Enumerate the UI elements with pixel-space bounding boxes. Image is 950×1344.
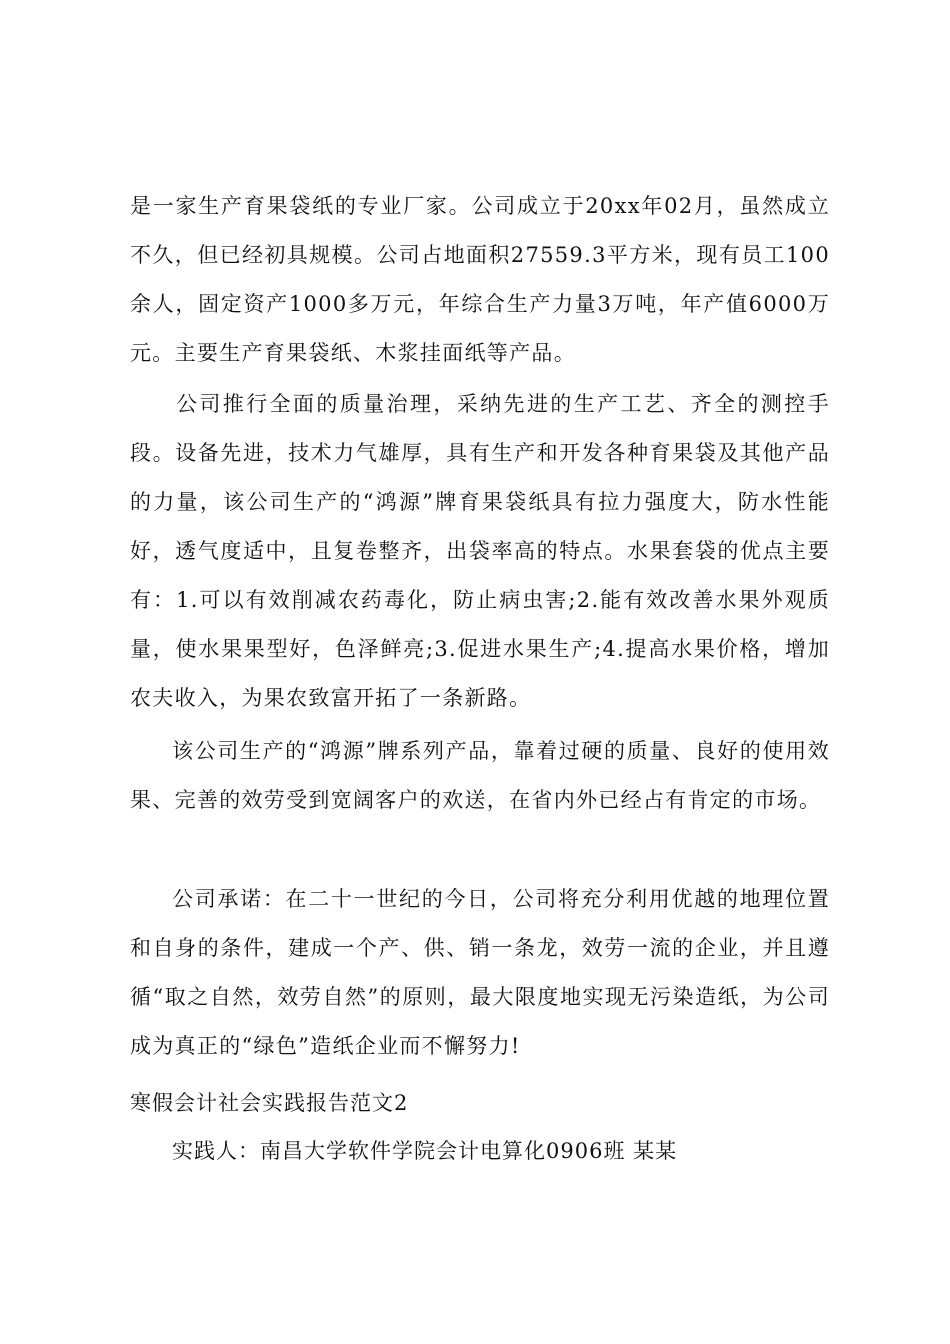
paragraph-company-intro: 是一家生产育果袋纸的专业厂家。公司成立于20xx年02月，虽然成立不久，但已经初具规模。公司占地面积27559.3平方米，现有员工100余人，固定资产1000多万元，年综合生产力量3万吨，年产值6000万元。主要生产育果袋纸、木浆挂面纸等产品。 — [130, 194, 830, 365]
paragraph-company-commitment: 公司承诺：在二十一世纪的今日，公司将充分利用优越的地理位置和自身的条件，建成一个产、供、销一条龙，效劳一流的企业，并且遵循“取之自然，效劳自然”的原则，最大限度地实现无污染造纸，为公司成为真正的“绿色”造纸企业而不懈努力! — [130, 887, 830, 1058]
paragraph-product-reputation: 该公司生产的“鸿源”牌系列产品，靠着过硬的质量、良好的使用效果、完善的效劳受到宽阔客户的欢送，在省内外已经占有肯定的市场。 — [130, 739, 830, 812]
section-heading: 寒假会计社会实践报告范文2 — [130, 1091, 409, 1115]
paragraph-quality-management: 公司推行全面的质量治理，采纳先进的生产工艺、齐全的测控手段。设备先进，技术力气雄厚，具有生产和开发各种育果袋及其他产品的力量，该公司生产的“鸿源”牌育果袋纸具有拉力强度大，防水性能好，透气度适中，且复卷整齐，出袋率高的特点。水果套袋的优点主要有：1.可以有效削减农药毒化，防止病虫害;2.能有效改善水果外观质量，使水果果型好，色泽鲜亮;3.促进水果生产;4.提高水果价格，增加农夫收入，为果农致富开拓了一条新路。 — [130, 392, 830, 710]
byline: 实践人：南昌大学软件学院会计电算化0906班 某某 — [172, 1139, 678, 1163]
